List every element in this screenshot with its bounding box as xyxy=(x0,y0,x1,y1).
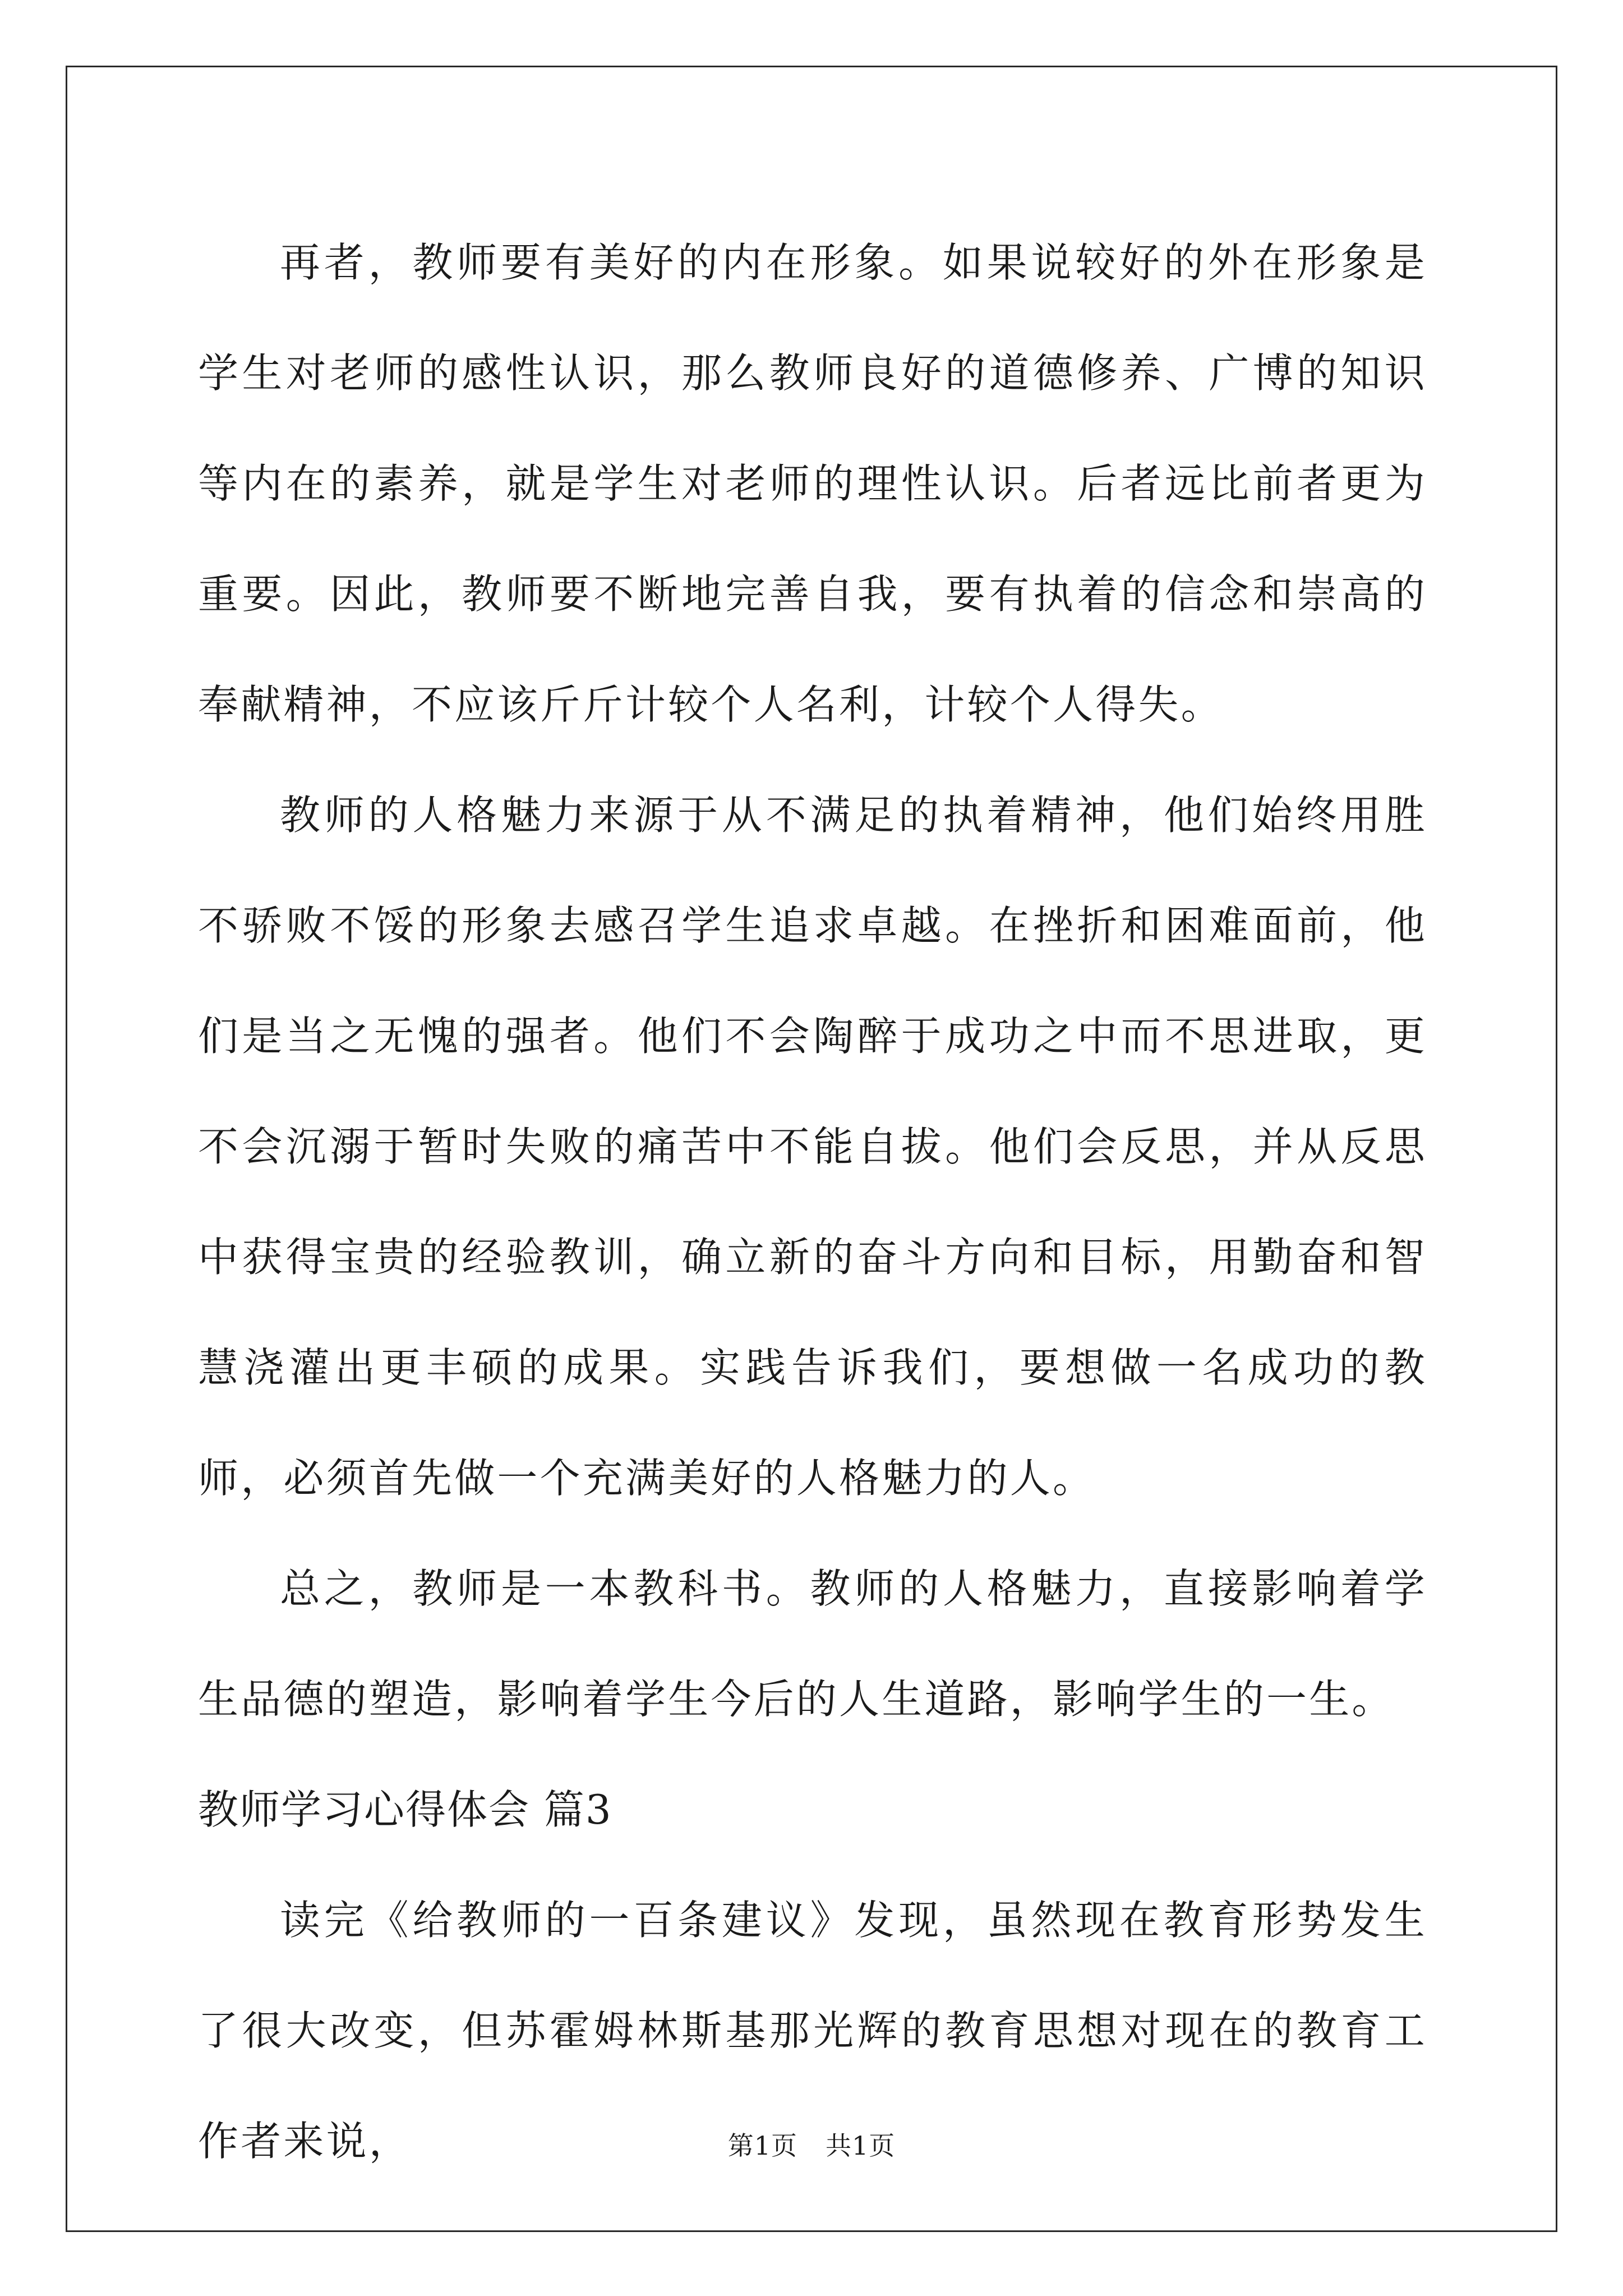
paragraph-book-reflection: 读完《给教师的一百条建议》发现，虽然现在教育形势发生了很大改变，但苏霍姆林斯基那光辉的教育思想对现在的教育工作者来说， xyxy=(198,1897,1427,2165)
section-heading: 教师学习心得体会 篇3 xyxy=(198,1786,612,1833)
page-footer xyxy=(0,2129,1623,2162)
paragraph-conclusion: 总之，教师是一本教科书。教师的人格魅力，直接影响着学生品德的塑造，影响着学生今后的人生道路，影响学生的一生。 xyxy=(198,1565,1427,1723)
page-number-total: 共1页 xyxy=(826,2131,896,2161)
paragraph-inner-image: 再者，教师要有美好的内在形象。如果说较好的外在形象是学生对老师的感性认识，那么教师良好的道德修养、广博的知识等内在的素养，就是学生对老师的理性认识。后者远比前者更为重要。因此，教师要不断地完善自我，要有执着的信念和崇高的奉献精神，不应该斤斤计较个人名利，计较个人得失。 xyxy=(198,239,1427,728)
paragraph-personality-charm: 教师的人格魅力来源于从不满足的执着精神，他们始终用胜不骄败不馁的形象去感召学生追求卓越。在挫折和困难面前，他们是当之无愧的强者。他们不会陶醉于成功之中而不思进取，更不会沉溺于暂时失败的痛苦中不能自拔。他们会反思，并从反思中获得宝贵的经验教训，确立新的奋斗方向和目标，用勤奋和智慧浇灌出更丰硕的成果。实践告诉我们，要想做一名成功的教师，必须首先做一个充满美好的人格魅力的人。 xyxy=(198,792,1427,1502)
page-number-current: 第1页 xyxy=(727,2131,797,2161)
document-body xyxy=(198,208,1427,2197)
